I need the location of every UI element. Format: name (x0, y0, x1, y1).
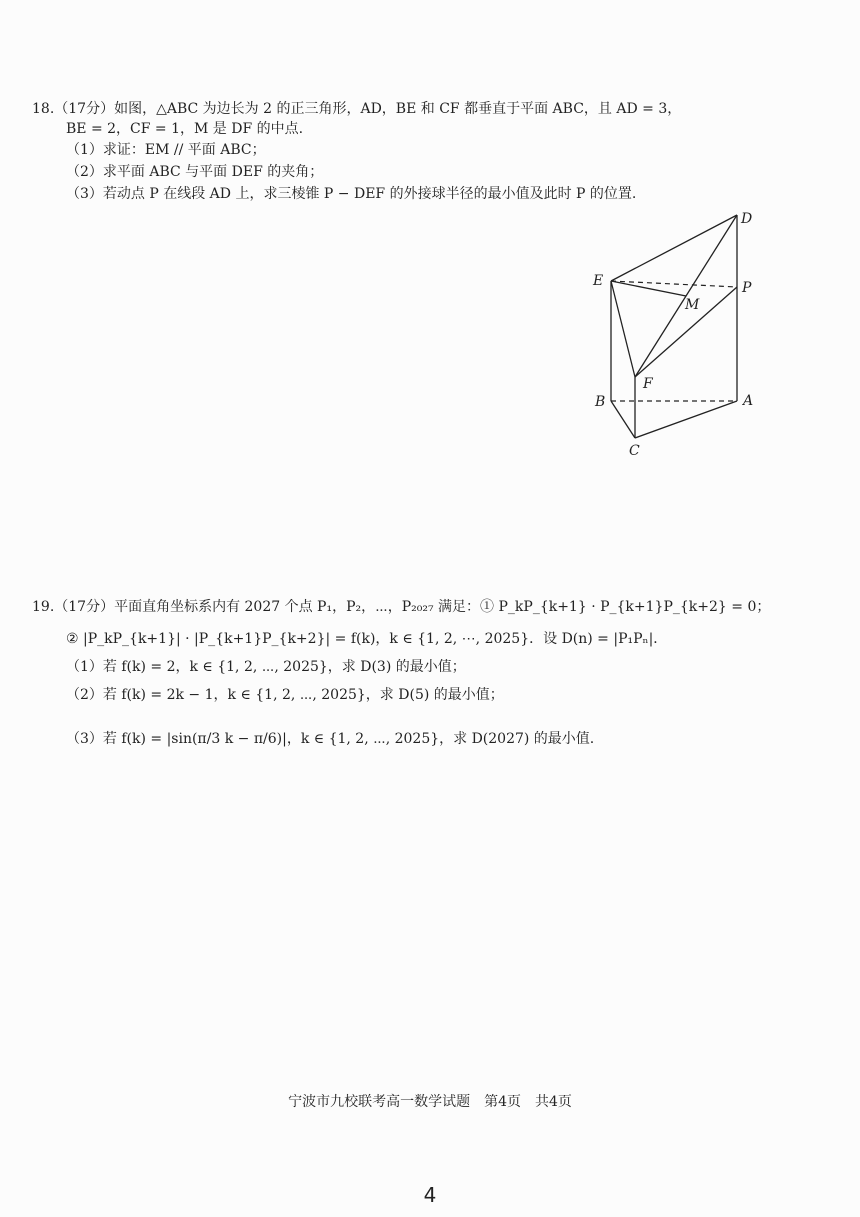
question-18-stem: 18.（17分）如图，△ABC 为边长为 2 的正三角形，AD，BE 和 CF 都垂直于平面 ABC，且 AD = 3， (32, 101, 682, 117)
edge-EP-hidden (611, 281, 737, 287)
label-P: P (742, 280, 752, 296)
question-18-part-3: （3）若动点 P 在线段 AD 上，求三棱锥 P − DEF 的外接球半径的最小值及此时 P 的位置. (66, 186, 637, 202)
label-M: M (685, 297, 700, 313)
question-19-part-1: （1）若 f(k) = 2，k ∈ {1, 2, ⋯, 2025}，求 D(3) 的最小值； (66, 659, 466, 675)
label-C: C (629, 443, 640, 459)
question-18-part-2: （2）求平面 ABC 与平面 DEF 的夹角； (66, 164, 324, 180)
question-18-stem-cont: BE = 2，CF = 1，M 是 DF 的中点. (66, 121, 304, 137)
question-19-stem: 19.（17分）平面直角坐标系内有 2027 个点 P₁，P₂，⋯，P₂₀₂₇ 满足：① P_kP_{k+1} · P_{k+1}P_{k+2} = 0； (32, 599, 771, 615)
question-18-part-1: （1）求证：EM // 平面 ABC； (66, 142, 266, 158)
edge-CA (635, 401, 737, 438)
question-19-stem-cont: ② |P_kP_{k+1}| · |P_{k+1}P_{k+2}| = f(k)，k ∈ {1, 2, ⋯, 2025}．设 D(n) = |P₁Pₙ|． (66, 631, 668, 647)
label-B: B (595, 394, 606, 410)
label-A: A (743, 393, 754, 409)
page-footer: 宁波市九校联考高一数学试题 第4页 共4页 (288, 1094, 572, 1110)
label-E: E (593, 273, 604, 289)
label-D: D (741, 211, 753, 227)
prism-figure (585, 205, 760, 465)
question-19-part-2: （2）若 f(k) = 2k − 1，k ∈ {1, 2, ⋯, 2025}，求 D(5) 的最小值； (66, 687, 504, 703)
edge-ED (611, 215, 737, 281)
label-F: F (643, 376, 653, 392)
edge-EF (611, 281, 635, 377)
edge-BC (611, 401, 635, 438)
page-number: 4 (423, 1183, 437, 1207)
question-19-part-3: （3）若 f(k) = |sin(π/3 k − π/6)|，k ∈ {1, 2, ⋯, 2025}，求 D(2027) 的最小值. (66, 731, 595, 747)
